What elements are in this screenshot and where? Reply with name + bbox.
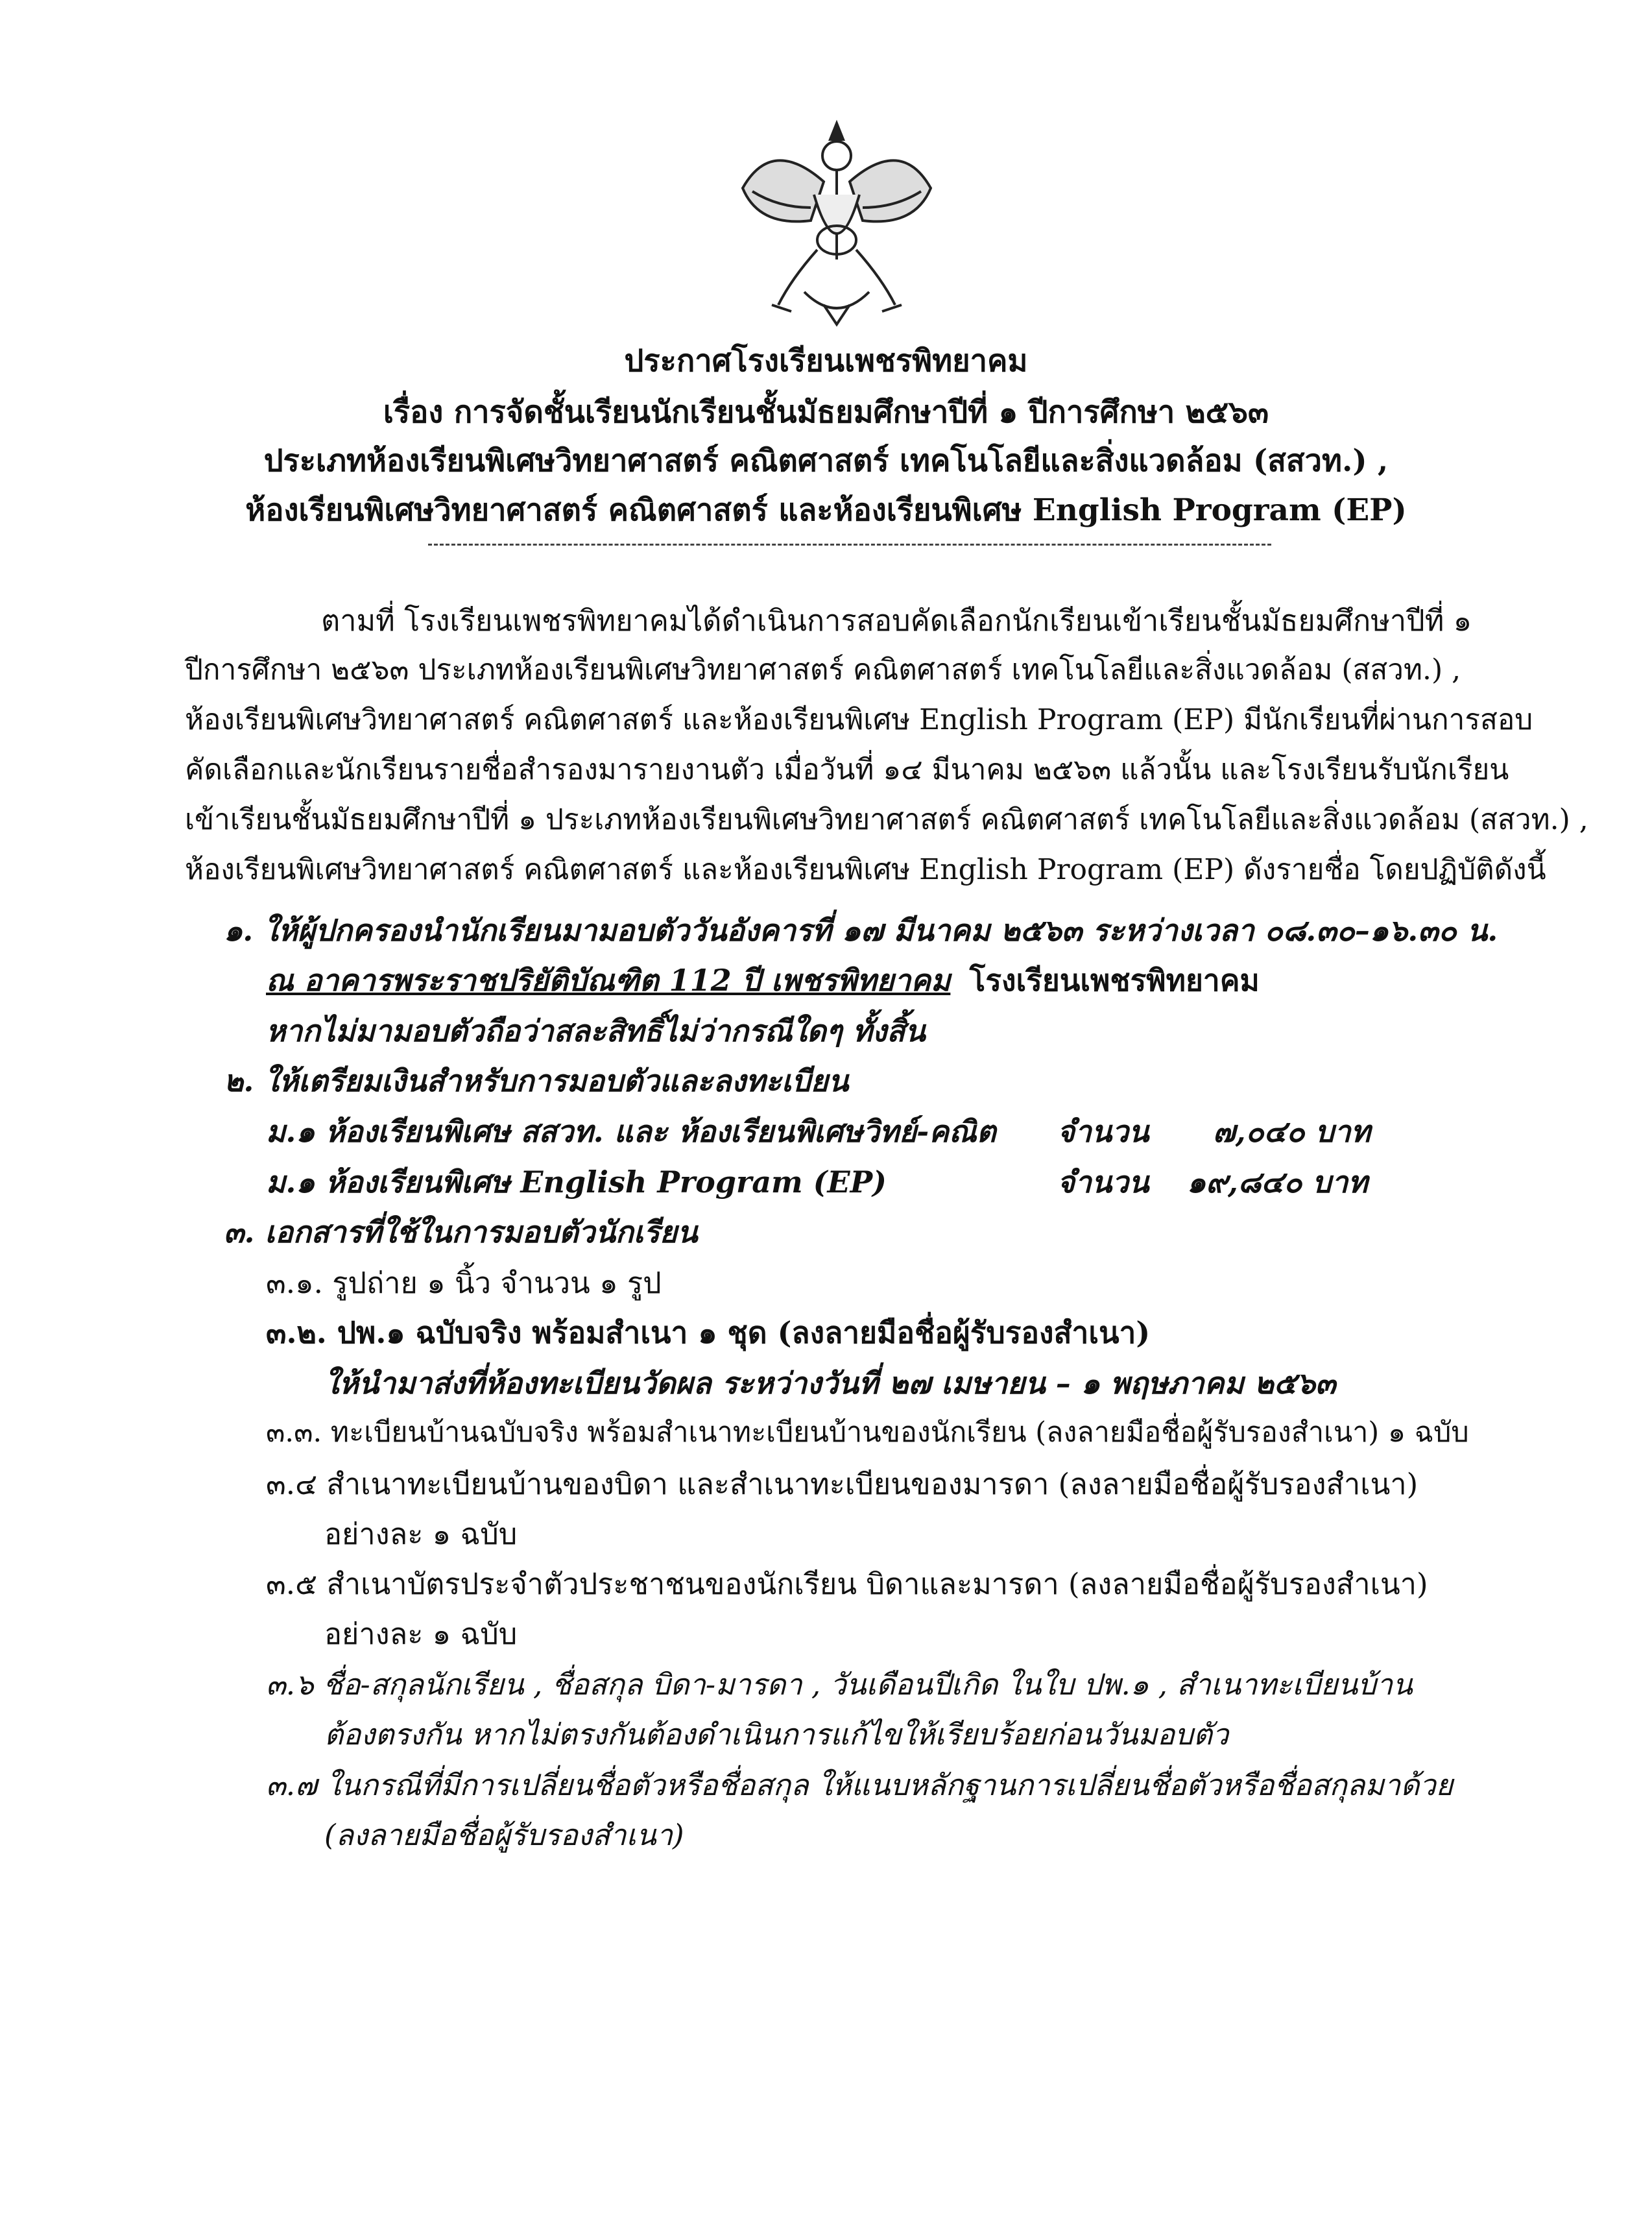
item3-s4: ๓.๔ สำเนาทะเบียนบ้านของบิดา และสำเนาทะเบียนของมารดา (ลงลายมือชื่อผู้รับรองสำเนา) <box>266 1467 1419 1501</box>
garuda-emblem <box>733 110 940 331</box>
fee-qty: จำนวน <box>1057 1114 1149 1149</box>
item1-school: โรงเรียนเพชรพิทยาคม <box>969 963 1260 998</box>
item3-title: ๓. เอกสารที่ใช้ในการมอบตัวนักเรียน <box>224 1214 698 1249</box>
item1-line1: ๑. ให้ผู้ปกครองนำนักเรียนมามอบตัววันอังคารที่ ๑๗ มีนาคม ๒๕๖๓ ระหว่างเวลา ๐๘.๓๐–๑๖.๓๐ น. <box>224 913 1498 948</box>
intro-line: ปีการศึกษา ๒๕๖๓ ประเภทห้องเรียนพิเศษวิทยาศาสตร์ คณิตศาสตร์ เทคโนโลยีและสิ่งแวดล้อม (สสวท.) , <box>185 653 1461 686</box>
intro-line: ตามที่ โรงเรียนเพชรพิทยาคมได้ดำเนินการสอบคัดเลือกนักเรียนเข้าเรียนชั้นมัธยมศึกษาปีที่ ๑ <box>321 603 1472 638</box>
fee-label: ม.๑ ห้องเรียนพิเศษ English Program (EP) <box>266 1165 887 1200</box>
item3-s2: ๓.๒. ปพ.๑ ฉบับจริง พร้อมสำเนา ๑ ชุด (ลงลายมือชื่อผู้รับรองสำเนา) <box>266 1315 1151 1350</box>
item3-s6: ๓.๖ ชื่อ-สกุลนักเรียน , ชื่อสกุล บิดา-มารดา , วันเดือนปีเกิด ในใบ ปพ.๑ , สำเนาทะเบียนบ้าน <box>266 1667 1413 1702</box>
item3-s3: ๓.๓. ทะเบียนบ้านฉบับจริง พร้อมสำเนาทะเบียนบ้านของนักเรียน (ลงลายมือชื่อผู้รับรองสำเนา) ๑ ฉบับ <box>266 1416 1469 1449</box>
item1-place: ณ อาคารพระราชปริยัติบัณฑิต 112 ปี เพชรพิทยาคม <box>266 963 951 998</box>
item3-s7-note: (ลงลายมือชื่อผู้รับรองสำเนา) <box>324 1818 684 1852</box>
item3-s5: ๓.๕ สำเนาบัตรประจำตัวประชาชนของนักเรียน บิดาและมารดา (ลงลายมือชื่อผู้รับรองสำเนา) <box>266 1567 1428 1601</box>
header-line-2: เรื่อง การจัดชั้นเรียนนักเรียนชั้นมัธยมศึกษาปีที่ ๑ ปีการศึกษา ๒๕๖๓ <box>383 394 1269 430</box>
fee-label: ม.๑ ห้องเรียนพิเศษ สสวท. และ ห้องเรียนพิเศษวิทย์-คณิต <box>266 1114 996 1149</box>
intro-line: เข้าเรียนชั้นมัธยมศึกษาปีที่ ๑ ประเภทห้องเรียนพิเศษวิทยาศาสตร์ คณิตศาสตร์ เทคโนโลยีและสิ่งแวดล้อม (สสวท.) , <box>185 803 1588 836</box>
item3-s1: ๓.๑. รูปถ่าย ๑ นิ้ว จำนวน ๑ รูป <box>266 1266 662 1300</box>
item3-s6-note: ต้องตรงกัน หากไม่ตรงกันต้องดำเนินการแก้ไขให้เรียบร้อยก่อนวันมอบตัว <box>324 1717 1229 1752</box>
item3-s5-note: อย่างละ ๑ ฉบับ <box>324 1617 518 1651</box>
fee-amount: ๗,๐๔๐ บาท <box>1213 1114 1371 1149</box>
header-divider <box>428 544 1271 546</box>
item3-s2-note: ให้นำมาส่งที่ห้องทะเบียนวัดผล ระหว่างวันที่ ๒๗ เมษายน – ๑ พฤษภาคม ๒๕๖๓ <box>324 1366 1336 1401</box>
fee-amount: ๑๙,๘๔๐ บาท <box>1187 1165 1368 1200</box>
header-line-1: ประกาศโรงเรียนเพชรพิทยาคม <box>624 343 1028 379</box>
item2-title: ๒. ให้เตรียมเงินสำหรับการมอบตัวและลงทะเบียน <box>224 1063 849 1098</box>
item1-line3: หากไม่มามอบตัวถือว่าสละสิทธิ์ไม่ว่ากรณีใดๆ ทั้งสิ้น <box>266 1013 926 1048</box>
item3-s7: ๓.๗ ในกรณีที่มีการเปลี่ยนชื่อตัวหรือชื่อสกุล ให้แนบหลักฐานการเปลี่ยนชื่อตัวหรือชื่อสกุลมาด้วย <box>266 1768 1454 1802</box>
intro-line: ห้องเรียนพิเศษวิทยาศาสตร์ คณิตศาสตร์ และห้องเรียนพิเศษ English Program (EP) มีนักเรียนที่ผ่านการสอบ <box>185 703 1533 736</box>
header-line-4: ห้องเรียนพิเศษวิทยาศาสตร์ คณิตศาสตร์ และห้องเรียนพิเศษ English Program (EP) <box>245 492 1407 528</box>
fee-qty: จำนวน <box>1057 1165 1149 1200</box>
item1-line2 <box>266 957 1260 1004</box>
header-line-3: ประเภทห้องเรียนพิเศษวิทยาศาสตร์ คณิตศาสตร์ เทคโนโลยีและสิ่งแวดล้อม (สสวท.) , <box>263 443 1389 479</box>
intro-line: คัดเลือกและนักเรียนรายชื่อสำรองมารายงานตัว เมื่อวันที่ ๑๔ มีนาคม ๒๕๖๓ แล้วนั้น และโรงเรียนรับนักเรียน <box>185 753 1509 786</box>
intro-line: ห้องเรียนพิเศษวิทยาศาสตร์ คณิตศาสตร์ และห้องเรียนพิเศษ English Program (EP) ดังรายชื่อ โดยปฏิบัติดังนี้ <box>185 853 1546 886</box>
item3-s4-note: อย่างละ ๑ ฉบับ <box>324 1517 518 1551</box>
